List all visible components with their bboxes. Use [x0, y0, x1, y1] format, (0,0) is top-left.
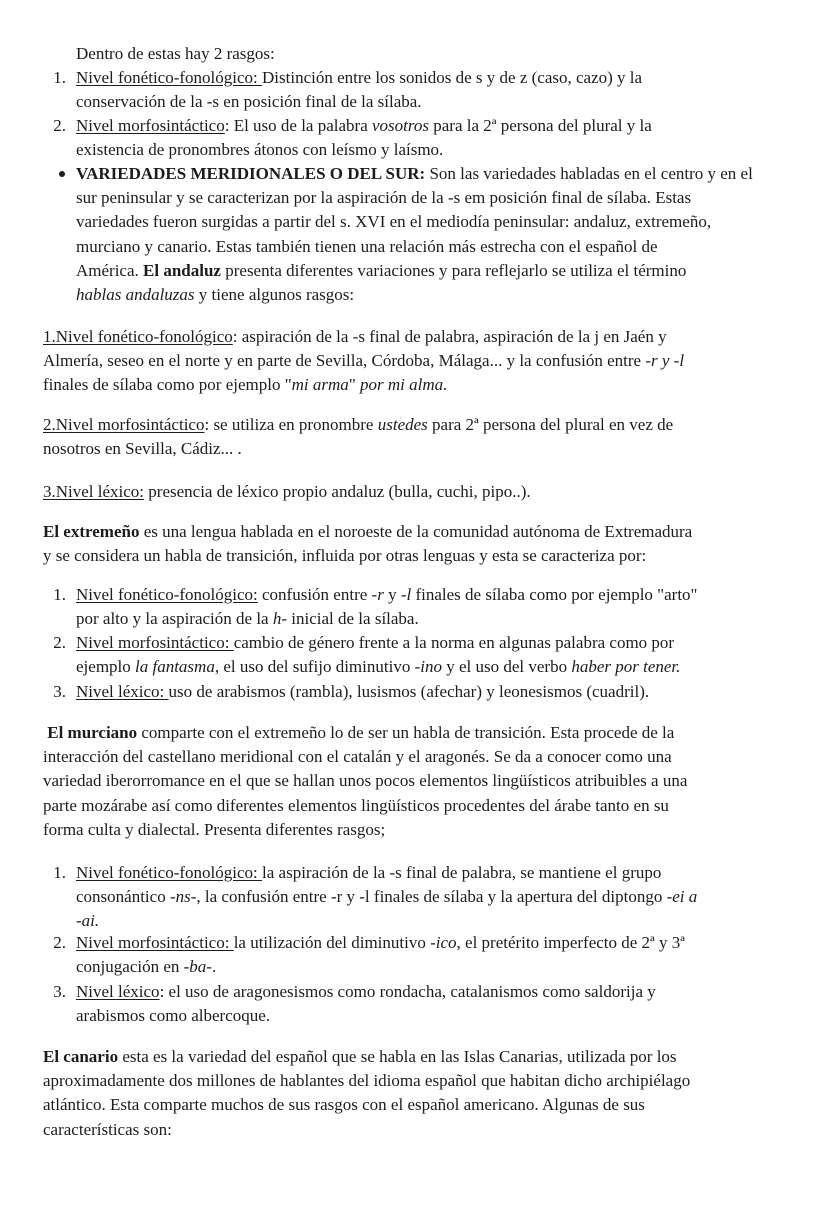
text-run: comparte con el extremeño lo de ser un habla de transición. Esta procede de la [137, 723, 675, 742]
list-number: 3. [53, 982, 66, 1001]
text-run: : aspiración de la -s final de palabra, aspiración de la j en Jaén y [232, 327, 667, 346]
italic-term: vosotros [372, 116, 429, 135]
italic-term: por mi alma. [360, 375, 448, 395]
section-heading: 3.Nivel léxico: [43, 482, 145, 501]
text-line [43, 349, 684, 373]
text-run: Dentro de estas hay 2 rasgos: [76, 44, 275, 63]
text-run: murciano y canario. Estas también tienen una relación más estrecha con el español de [76, 236, 658, 256]
italic-term: -r y -l [645, 351, 685, 371]
text-line [76, 162, 753, 186]
text-run: variedad iberorromance en el que se hallan unos pocos elementos lingüísticos atribuibles a una [43, 771, 688, 791]
italic-term: -ba- [183, 957, 212, 977]
italic-term: la fantasma [135, 657, 215, 677]
text-line [76, 138, 443, 162]
italic-term: -ico [430, 933, 457, 952]
text-line [43, 480, 531, 504]
text-run: forma culta y dialectal. Presenta diferentes rasgos; [43, 819, 386, 839]
italic-term: -ino [414, 657, 442, 677]
text-run: consonántico [76, 887, 170, 907]
text-line [76, 861, 661, 885]
text-run: uso de arabismos (rambla), lusismos (afechar) y leonesismos (cuadril). [168, 682, 650, 701]
bold-term: El canario [43, 1047, 119, 1066]
italic-term: haber por tener. [571, 657, 681, 677]
italic-term: -ns- [169, 887, 197, 907]
text-run: : se utiliza en pronombre [204, 415, 378, 434]
text-run: confusión entre [257, 585, 372, 604]
text-line [76, 210, 711, 234]
text-line [76, 42, 275, 66]
text-run: finales de sílaba como por ejemplo "arto" [411, 585, 698, 604]
text-run: para 2ª persona del plural en vez de [427, 415, 674, 434]
text-run: y tiene algunos rasgos: [194, 285, 355, 304]
text-line [76, 235, 658, 259]
text-run: esta es la variedad del español que se habla en las Islas Canarias, utilizada por los [118, 1047, 677, 1066]
text-line [43, 325, 667, 349]
text-run: interacción del castellano meridional con el catalán y el aragonés. Se da a conocer como una [43, 747, 672, 767]
section-heading: 2.Nivel morfosintáctico [43, 415, 205, 434]
text-run: nosotros en Sevilla, Cádiz... . [43, 439, 242, 459]
text-run: características son: [43, 1119, 172, 1139]
text-line [43, 794, 669, 818]
list-number: 1. [53, 68, 66, 87]
text-line [76, 283, 354, 307]
text-run: y el uso del verbo [441, 657, 572, 677]
section-heading: Nivel léxico [76, 982, 160, 1001]
text-run: es una lengua hablada en el noroeste de la comunidad autónoma de Extremadura [139, 522, 693, 541]
text-line [43, 818, 385, 842]
bold-term: El murciano [47, 723, 138, 742]
text-run: cambio de género frente a la norma en algunas palabra como por [233, 633, 675, 652]
italic-term: ustedes [377, 415, 428, 434]
section-heading: Nivel fonético-fonológico: [76, 863, 263, 882]
text-run: y [383, 585, 401, 604]
text-run: América. [76, 260, 144, 280]
italic-term: -ai. [76, 911, 100, 931]
text-line [43, 745, 672, 769]
list-number: 2. [53, 116, 66, 135]
text-line [76, 931, 685, 955]
italic-term: mi arma [291, 375, 349, 395]
section-heading: Nivel fonético-fonológico: [76, 68, 263, 87]
text-run: Almería, seseo en el norte y en parte de Sevilla, Córdoba, Málaga... y la confusión entre [43, 351, 646, 371]
list-number: 3. [53, 682, 66, 701]
text-run: , la confusión entre -r y -l finales de sílaba y la apertura del diptongo [196, 887, 667, 907]
text-line [43, 1045, 677, 1069]
text-line [76, 955, 216, 979]
text-line [43, 544, 646, 568]
text-line [43, 1093, 645, 1117]
text-line [76, 980, 656, 1004]
text-line [76, 1004, 270, 1028]
text-run: finales de sílaba como por ejemplo " [43, 375, 292, 395]
italic-term: hablas andaluzas [76, 285, 195, 304]
text-line [43, 437, 242, 461]
text-run: la aspiración de la -s final de palabra, se mantiene el grupo [262, 863, 662, 882]
text-run: variedades fueron surgidas a partir del s. XVI en el mediodía peninsular: andaluz, extremeño, [76, 212, 712, 232]
text-run: parte mozárabe así como diferentes elementos lingüísticos procedentes del árabe tanto en su [43, 795, 669, 815]
text-line [76, 259, 686, 283]
text-line [76, 114, 652, 138]
text-line [76, 186, 691, 210]
text-run: sur peninsular y se caracterizan por la aspiración de la -s em posición final de sílaba. Estas [76, 188, 692, 208]
italic-term: -ei a [666, 887, 698, 907]
text-run: conservación de la -s en posición final de la sílaba. [76, 92, 422, 112]
text-line [76, 909, 99, 933]
text-line [76, 885, 697, 909]
text-line [76, 66, 642, 90]
section-heading: Nivel morfosintáctico [76, 116, 225, 135]
text-run: por alto y la aspiración de la [76, 609, 273, 629]
text-line [43, 413, 673, 437]
list-number: 1. [53, 585, 66, 604]
text-run: : el uso de aragonesismos como rondacha, catalanismos como saldorija y [159, 982, 656, 1001]
bullet-icon [59, 171, 65, 177]
text-line [43, 1069, 690, 1093]
italic-term: -l [400, 585, 412, 604]
text-run: Son las variedades habladas en el centro y en el [425, 164, 753, 183]
text-run: la utilización del diminutivo [233, 933, 431, 952]
text-line [76, 583, 697, 607]
text-line [43, 520, 692, 544]
section-heading: Nivel morfosintáctico: [76, 633, 234, 652]
italic-term: -r [371, 585, 384, 604]
text-run: existencia de pronombres átonos con leísmo y laísmo. [76, 140, 444, 160]
list-number: 2. [53, 933, 66, 952]
text-line [43, 769, 687, 793]
text-run: aproximadamente dos millones de hablantes del idioma español que habitan dicho archipiélago [43, 1071, 691, 1091]
text-line [76, 607, 419, 631]
section-heading: Nivel morfosintáctico: [76, 933, 234, 952]
section-heading: 1.Nivel fonético-fonológico [43, 327, 233, 346]
text-run: atlántico. Esta comparte muchos de sus rasgos con el español americano. Algunas de sus [43, 1095, 645, 1115]
text-run: , el uso del sufijo diminutivo [214, 657, 415, 677]
text-run: " [348, 375, 361, 395]
text-line [76, 90, 422, 114]
text-run: : El uso de la palabra [224, 116, 372, 135]
text-run: inicial de la sílaba. [287, 609, 419, 629]
section-heading: Nivel fonético-fonológico: [76, 585, 258, 604]
text-line [76, 631, 674, 655]
text-line [76, 655, 680, 679]
text-run: conjugación en [76, 957, 184, 977]
text-run: presenta diferentes variaciones y para reflejarlo se utiliza el término [220, 260, 687, 280]
bold-term: El extremeño [43, 522, 140, 541]
text-line [76, 680, 649, 704]
text-line [43, 373, 447, 397]
text-run: Distinción entre los sonidos de s y de z (caso, cazo) y la [262, 68, 643, 87]
list-number: 2. [53, 633, 66, 652]
text-run: para la 2ª persona del plural y la [429, 116, 652, 135]
text-run: presencia de léxico propio andaluz (bulla, cuchi, pipo..). [144, 482, 531, 501]
text-run: ejemplo [76, 657, 136, 677]
text-run: arabismos como albercoque. [76, 1006, 271, 1026]
text-line [43, 721, 674, 745]
bold-term: El andaluz [143, 260, 221, 280]
bold-term: VARIEDADES MERIDIONALES O DEL SUR: [76, 164, 426, 183]
list-number: 1. [53, 863, 66, 882]
text-run: , el pretérito imperfecto de 2ª y 3ª [456, 933, 685, 952]
text-run: . [211, 957, 217, 977]
text-run: y se considera un habla de transición, influida por otras lenguas y esta se caracteriza por: [43, 546, 647, 566]
italic-term: h- [272, 609, 288, 629]
text-line [43, 1118, 172, 1142]
section-heading: Nivel léxico: [76, 682, 169, 701]
